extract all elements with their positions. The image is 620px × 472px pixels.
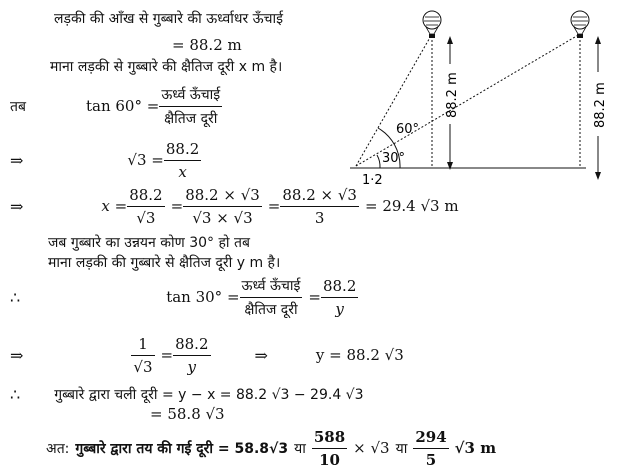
final-answer-text: गुब्बारे द्वारा तय की गई दूरी = 58.8√3 [75,440,289,457]
y-f2-denominator: y [187,357,197,376]
or-label: या [395,440,408,457]
implies-arrow: ⇒ [10,345,24,365]
x-f1-denominator: √3 [136,208,156,227]
height-label-left: 88.2 m [445,72,460,118]
x-lhs: x = [101,197,128,215]
root3-denominator: x [178,162,187,181]
angle-60-label: 60° [396,122,420,137]
y-fraction-1 [131,335,154,376]
x-f2-denominator: √3 × √3 [192,208,253,227]
eq-tan30 [10,276,358,318]
y-fraction-2 [173,335,210,376]
base-label: 1·2 [362,173,383,188]
therefore-symbol-2: ∴ [10,384,21,404]
tan30-value-denominator: y [335,299,344,318]
distance-expression: गुब्बारे द्वारा चली दूरी = y − x = 88.2 √3 − 29.4 √3 [54,386,364,403]
eq-root3 [10,140,201,180]
line-assume-x: माना लड़की से गुब्बारे की क्षैतिज दूरी x m है। [50,59,283,75]
label-then: तब [10,98,26,115]
y-f1-denominator: √3 [133,357,153,376]
x-f1-numerator: 88.2 [127,186,164,207]
tan60-numerator: ऊर्ध्व ऊँचाई [159,85,222,107]
equals-sign: = [170,197,184,215]
line-eye-height-value: = 88.2 m [172,36,242,54]
root3-numerator: 88.2 [164,140,201,161]
x-f2-numerator: 88.2 × √3 [183,186,262,207]
tan30-lhs: tan 30° = [166,288,240,306]
therefore-symbol: ∴ [10,287,21,307]
angle-arc-30 [377,155,380,168]
line-angle-30: जब गुब्बारे का उन्नयन कोण 30° हो तब [48,235,250,251]
y-result: y = 88.2 √3 [315,346,404,364]
balloon-right-icon [571,11,589,38]
tan60-fraction [159,85,222,128]
y-f2-numerator: 88.2 [173,335,210,356]
equals-sign: = [267,197,281,215]
tan30-fraction [240,276,303,319]
line-eye-height: लड़की की आँख से गुब्बारे की ऊर्ध्वाधर ऊँचाई [54,11,284,27]
answer-f2-denominator: 5 [425,450,437,469]
equals-sign: = [160,346,174,364]
tan30-value-numerator: 88.2 [321,277,358,298]
x-fraction-2 [183,186,262,227]
implies-arrow: ⇒ [10,196,24,216]
height-label-right: 88.2 m [593,82,608,128]
x-f3-denominator: 3 [314,208,325,227]
tan30-denominator: क्षैतिज दूरी [244,301,298,318]
tan60-lhs: tan 60° = [85,97,160,115]
eq-distance [10,384,364,404]
answer-f1-numerator: 588 [312,428,347,449]
root3-lhs: √3 = [127,151,164,169]
eq-tan60 [10,86,222,126]
answer-unit: √3 m [454,439,497,457]
x-fraction-1 [127,186,164,227]
tan30-numerator: ऊर्ध्व ऊँचाई [240,276,303,298]
tan30-value-fraction [321,277,358,318]
y-f1-numerator: 1 [131,335,154,356]
implies-arrow-2: ⇒ [254,345,268,365]
answer-f1-denominator: 10 [319,450,340,469]
or-label: या [294,440,306,457]
answer-fraction-1 [312,428,347,469]
balloon-figure [340,0,620,200]
balloon-left-icon [423,11,441,38]
root3-fraction [164,140,201,181]
x-f3-numerator: 88.2 × √3 [280,186,359,207]
sight-line-60 [356,34,432,166]
sight-line-30 [356,34,580,166]
line-assume-y: माना लड़की की गुब्बारे से क्षैतिज दूरी y m है। [48,255,281,271]
answer-fraction-2 [413,428,448,469]
answer-multiplier: × √3 [353,439,390,457]
x-result: = 29.4 √3 m [364,197,459,215]
hence-label: अत: [46,440,70,457]
eq-y-value [10,334,404,376]
answer-f2-numerator: 294 [413,428,448,449]
equals-sign: = [308,288,321,306]
angle-30-label: 30° [382,151,406,166]
implies-arrow: ⇒ [10,150,24,170]
tan60-denominator: क्षैतिज दूरी [164,110,218,127]
distance-value: = 58.8 √3 [150,405,225,423]
final-answer [46,426,496,470]
